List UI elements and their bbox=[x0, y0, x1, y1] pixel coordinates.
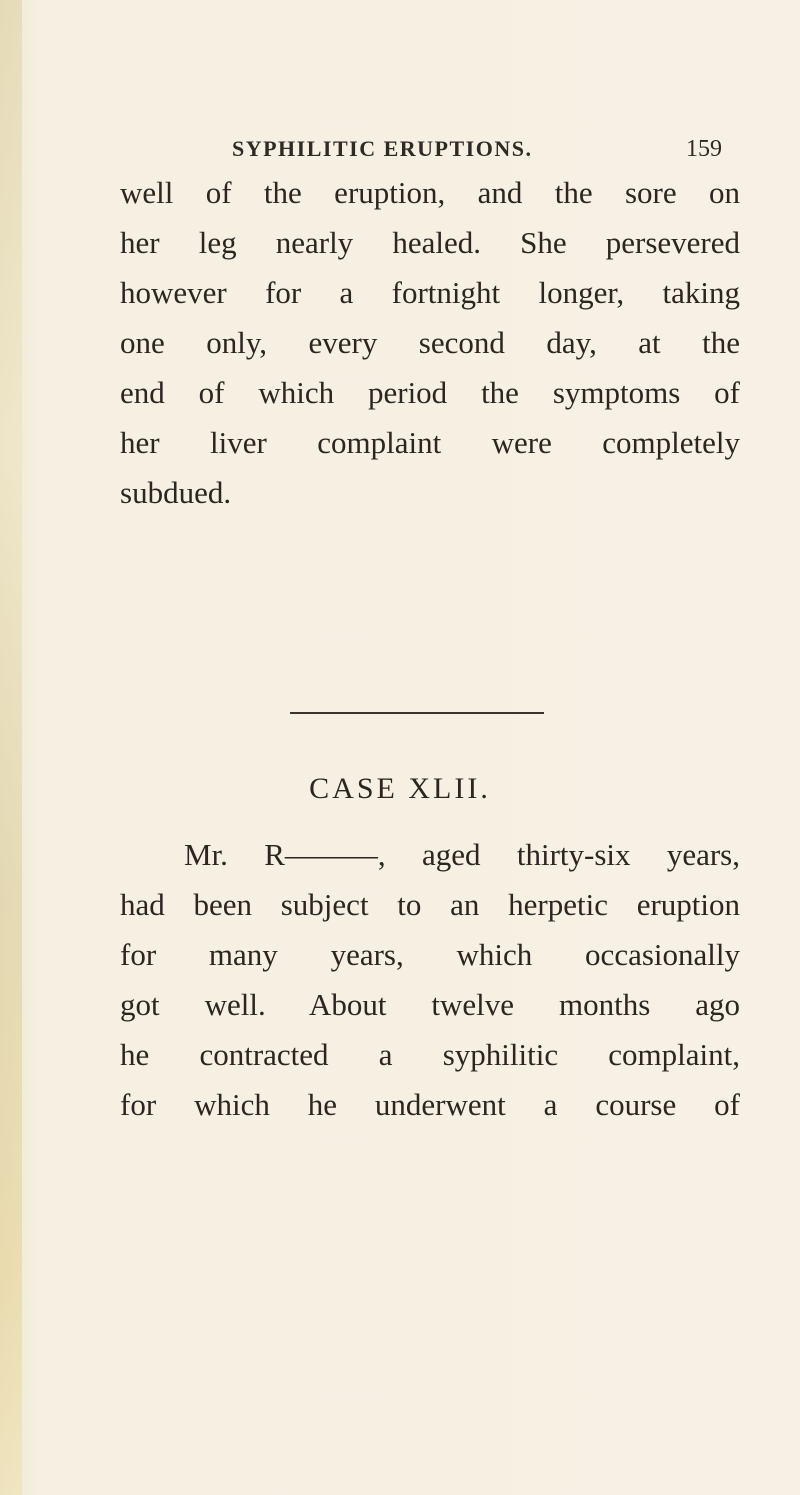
text-line: her leg nearly healed. She persevered bbox=[120, 225, 740, 260]
case-paragraph bbox=[120, 830, 740, 1130]
page-header bbox=[232, 136, 722, 166]
text-line: subdued. bbox=[120, 475, 232, 510]
text-line: had been subject to an herpetic eruption bbox=[120, 887, 740, 922]
text-line: however for a fortnight longer, taking bbox=[120, 275, 740, 310]
text-line: for many years, which occasionally bbox=[120, 937, 740, 972]
case-heading: CASE XLII. bbox=[309, 772, 491, 805]
text-line: well of the eruption, and the sore on bbox=[120, 175, 740, 210]
text-line: her liver complaint were completely bbox=[120, 425, 740, 460]
running-title: SYPHILITIC ERUPTIONS. bbox=[232, 136, 533, 161]
text-line-content: Mr. R———, aged thirty-six years, bbox=[184, 837, 740, 872]
text-line: for which he underwent a course of bbox=[120, 1087, 740, 1122]
text-line: one only, every second day, at the bbox=[120, 325, 740, 360]
page-number: 159 bbox=[686, 136, 722, 162]
paragraph-continuation bbox=[120, 168, 740, 518]
text-line: he contracted a syphilitic complaint, bbox=[120, 1037, 740, 1072]
text-line-first bbox=[120, 830, 740, 880]
text-line: got well. About twelve months ago bbox=[120, 987, 740, 1022]
section-divider bbox=[290, 712, 544, 714]
page-binding-edge bbox=[0, 0, 22, 1495]
text-line: end of which period the symptoms of bbox=[120, 375, 740, 410]
